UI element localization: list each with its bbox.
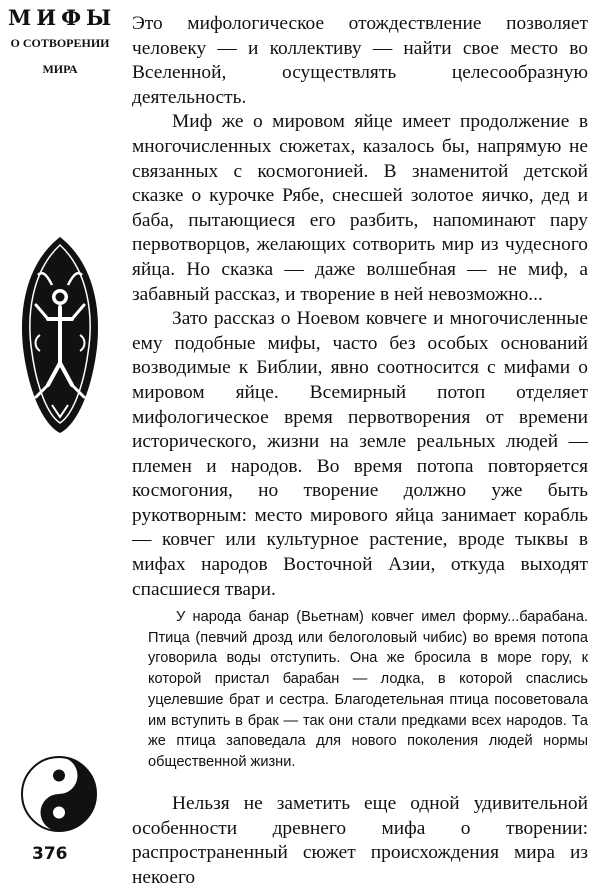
sidebar bbox=[0, 0, 122, 873]
mythic-figure-ornament-icon bbox=[18, 235, 102, 435]
paragraph: Зато рассказ о Ноевом ковчеге и многочисленные ему подобные мифы, часто без особых оснований возводимые к Библии, явно соотносится с мифами о мировом яйце. Всемирный потоп отделяет мифологическое время первотворения от времени исторического, жизни на земле реальных людей — племен и народов. Во время потопа повторяется космогония, но творение должно уже быть рукотворным: место мирового яйца занимает корабль — ковчег или культурное растение, вроде тыквы в мифах народов Восточной Азии, откуда выходят спасшиеся твари. bbox=[132, 308, 588, 600]
section-subtitle-line1: О СОТВОРЕНИИ bbox=[10, 36, 110, 50]
yin-yang-icon bbox=[20, 755, 98, 833]
sidebar-note: У народа банар (Вьетнам) ковчег имел форму...барабана. Птица (певчий дрозд или белоголовый чибис) во время потопа уговорила воды отступить. Она же бросила в море гору, к которой пристал барабан — лодка, в которой спаслись уцелевшие брат и сестра. Благодетельная птица посоветовала им вступить в брак — так они стали предками всех народов. Та же птица заповедала для нового поколения людей нормы общественной жизни. bbox=[148, 609, 588, 770]
paragraph: Миф же о мировом яйце имеет продолжение в многочисленных сюжетах, казалось бы, напрямую не связанных с космогонией. В знаменитой детской сказке о курочке Рябе, снесшей золотое яичко, дед и баба, пытающиеся его разбить, напоминают пару первотворцов, желающих сотворить мир из чудесного яйца. Но сказка — даже волшебная — не миф, а забавный рассказ, и творение в ней невозможно... bbox=[132, 111, 588, 305]
section-title: МИФЫ bbox=[8, 5, 117, 30]
section-subtitle-line2: МИРА bbox=[42, 62, 78, 76]
page-number: 376 bbox=[32, 844, 68, 864]
paragraph: Это мифологическое отождествление позволяет человеку — и коллективу — найти свое место во Вселенной, осуществлять целесообразную деятельность. bbox=[132, 13, 588, 108]
main-text bbox=[132, 12, 588, 602]
paragraph: Нельзя не заметить еще одной удивительной особенности древнего мифа о творении: распространенный сюжет происхождения мира из некоего bbox=[132, 793, 588, 888]
